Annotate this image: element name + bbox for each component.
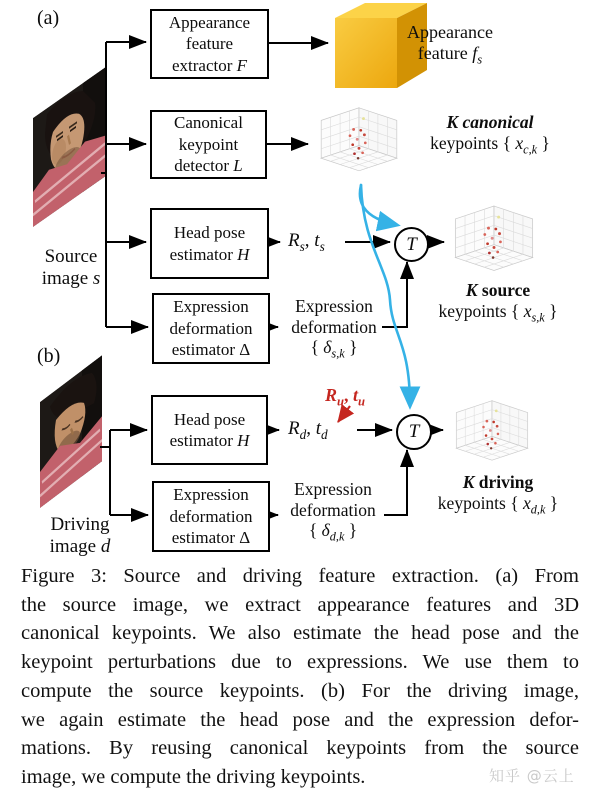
pose-driving-label: $R_d$, $t_d$ [288,418,328,442]
head-pose-a-box: Head pose estimator H [150,208,269,279]
panel-b-tag: (b) [37,345,61,367]
pose-update-label: $R_u$, $t_u$ [325,385,366,409]
driving-keypoints-label: K driving keypoints { $x_{d,k}$ } [437,472,559,517]
canonical-keypoints-label: K canonical keypoints { $x_{c,k}$ } [430,112,550,157]
driving-label-line2: image d [49,536,111,557]
trunk-driving [100,430,110,515]
source-label-line1: Source [44,246,98,267]
head-pose-b-box: Head pose estimator H [151,395,268,465]
transform-node-driving: T [396,414,432,450]
panel-a-tag: (a) [37,7,60,29]
transform-node-source: T [394,227,429,262]
arrow-deform-s-to-T1 [382,262,407,327]
source-keypoints-plot [448,204,540,278]
caption-line: keypoint perturbations due to expressions. We use them to [21,651,579,674]
trunk-source [101,42,106,327]
driving-label-line1: Driving [50,514,110,535]
canonical-detector-box: Canonical keypoint detector L [150,110,267,179]
watermark: 知乎 @云上 [489,767,575,785]
caption-line: mations. By reusing canonical keypoints from the source [21,737,579,760]
caption-line: the source image, we extract appearance features and 3D [21,593,579,616]
appearance-feature-label: Appearance feature $f_s$ [407,22,493,67]
pose-source-label: $R_s$, $t_s$ [288,230,325,254]
caption-line: we again estimate the head pose and the expression defor- [21,708,579,731]
caption-line: Figure 3: Source and driving feature extraction. (a) From [21,565,579,587]
driving-keypoints-plot [448,399,536,467]
source-label-line2: image s [41,268,101,289]
caption-line: compute the source keypoints. (b) For the driving image, [21,679,579,702]
figure-caption [21,562,579,792]
expression-deformation-d-label: Expression deformation { $\delta_{d,k}$ } [290,479,376,544]
canonical-keypoints-plot [314,104,404,180]
caption-line: canonical keypoints. We also estimate the head pose and the [21,622,579,645]
source-keypoints-label: K source keypoints { $x_{s,k}$ } [438,280,558,325]
expression-a-box: Expression deformation estimator Δ [152,293,270,364]
expression-b-box: Expression deformation estimator Δ [152,481,270,552]
caption-line: image, we compute the driving keypoints. [21,765,366,788]
arrow-deform-d-to-T2 [384,450,407,515]
expression-deformation-s-label: Expression deformation { $\delta_{s,k}$ } [291,296,377,361]
appearance-extractor-box: Appearance feature extractor F [150,9,269,79]
